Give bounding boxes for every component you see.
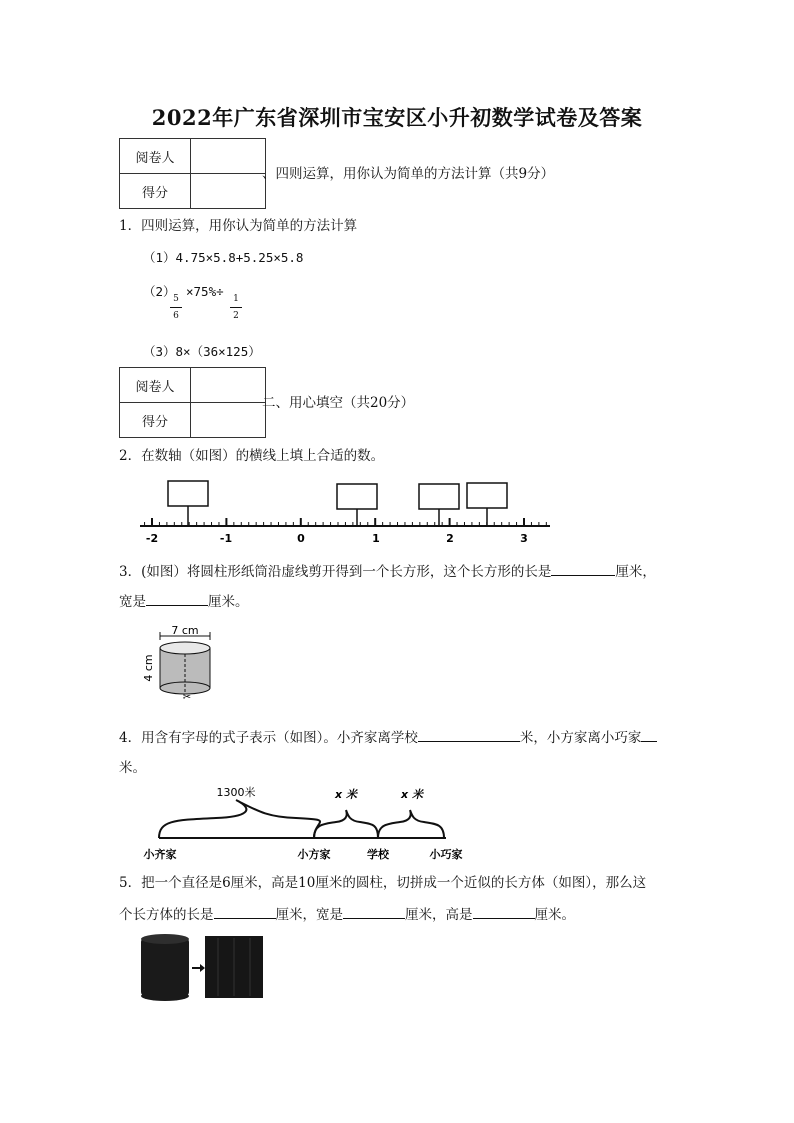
score-table-2 — [119, 367, 266, 438]
cylinder-to-cuboid-figure — [138, 932, 268, 1004]
arrow-icon — [200, 964, 205, 972]
grader-cell[interactable] — [191, 139, 266, 174]
section-1-heading: 、四则运算，用你认为简单的方法计算（共9分） — [262, 166, 555, 182]
score-cell[interactable] — [191, 403, 266, 438]
answer-blank-school[interactable] — [418, 727, 520, 742]
answer-blank-qiao[interactable] — [641, 727, 657, 742]
score-label: 得分 — [120, 174, 191, 209]
place-label: 小巧家 — [429, 848, 463, 861]
segment-label-1300: 1300米 — [216, 786, 256, 799]
tick-label: -2 — [145, 532, 159, 545]
q1-part3: （3）8×（36×125） — [143, 344, 261, 359]
q1-part2-op: ×75%÷ — [186, 284, 224, 299]
minor-ticks — [145, 518, 547, 526]
answer-box-1[interactable] — [168, 481, 208, 506]
tick-label: -1 — [219, 532, 233, 545]
number-line-figure — [130, 474, 560, 546]
segment-label-x1: x 米 — [335, 788, 357, 801]
answer-box-2[interactable] — [337, 484, 377, 509]
cylinder-image — [141, 938, 189, 996]
q1-stem: 1．四则运算，用你认为简单的方法计算 — [119, 218, 358, 234]
score-cell[interactable] — [191, 174, 266, 209]
grader-cell[interactable] — [191, 368, 266, 403]
q3-line2: 宽是 厘米。 — [119, 591, 249, 612]
q3-line1: 3．(如图）将圆柱形纸筒沿虚线剪开得到一个长方形，这个长方形的长是 厘米， — [119, 561, 656, 582]
page-title: 2022年广东省深圳市宝安区小升初数学试卷及答案 — [151, 105, 643, 130]
q4-line1: 4．用含有字母的式子表示（如图）。小齐家离学校 米，小方家离小巧家 — [119, 727, 657, 748]
q5-line1: 5．把一个直径是6厘米，高是10厘米的圆柱，切拼成一个近似的长方体（如图），那么这 — [119, 875, 647, 891]
grader-label: 阅卷人 — [120, 368, 191, 403]
q4-line2: 米。 — [119, 760, 146, 776]
answer-blank-width[interactable] — [146, 591, 208, 606]
answer-blank-length[interactable] — [551, 561, 615, 576]
tick-label: 2 — [446, 532, 454, 545]
tick-label: 3 — [520, 532, 528, 545]
distance-figure — [136, 780, 476, 862]
answer-blank-length[interactable] — [214, 904, 276, 919]
place-label: 小方家 — [297, 848, 331, 861]
place-label: 学校 — [367, 848, 389, 861]
cylinder-side-label: 4 cm — [142, 654, 155, 682]
brace-x-2 — [378, 810, 444, 838]
cylinder-top-label: 7 cm — [171, 624, 199, 637]
q5-line2: 个长方体的长是 厘米，宽是 厘米，高是 厘米。 — [119, 904, 575, 925]
grader-label: 阅卷人 — [120, 139, 191, 174]
tick-label: 1 — [372, 532, 380, 545]
q2-stem: 2．在数轴（如图）的横线上填上合适的数。 — [119, 448, 385, 464]
fraction-1-2: 1 2 — [230, 294, 242, 321]
q1-part2-prefix: （2） — [143, 284, 176, 299]
brace-1300 — [159, 800, 320, 838]
q1-part1: （1）4.75×5.8+5.25×5.8 — [143, 250, 304, 265]
place-label: 小齐家 — [143, 848, 177, 861]
segment-label-x2: x 米 — [401, 788, 423, 801]
answer-blank-height[interactable] — [473, 904, 535, 919]
tick-label: 0 — [297, 532, 305, 545]
fraction-5-6: 5 6 — [170, 294, 182, 321]
scissors-icon: ✂ — [182, 692, 192, 702]
answer-box-4[interactable] — [467, 483, 507, 508]
section-2-heading: 二、用心填空（共20分） — [262, 395, 415, 411]
score-label: 得分 — [120, 403, 191, 438]
score-table-1 — [119, 138, 266, 209]
brace-x-1 — [314, 810, 378, 838]
answer-box-3[interactable] — [419, 484, 459, 509]
answer-blank-width[interactable] — [343, 904, 405, 919]
cylinder-figure — [138, 622, 228, 702]
